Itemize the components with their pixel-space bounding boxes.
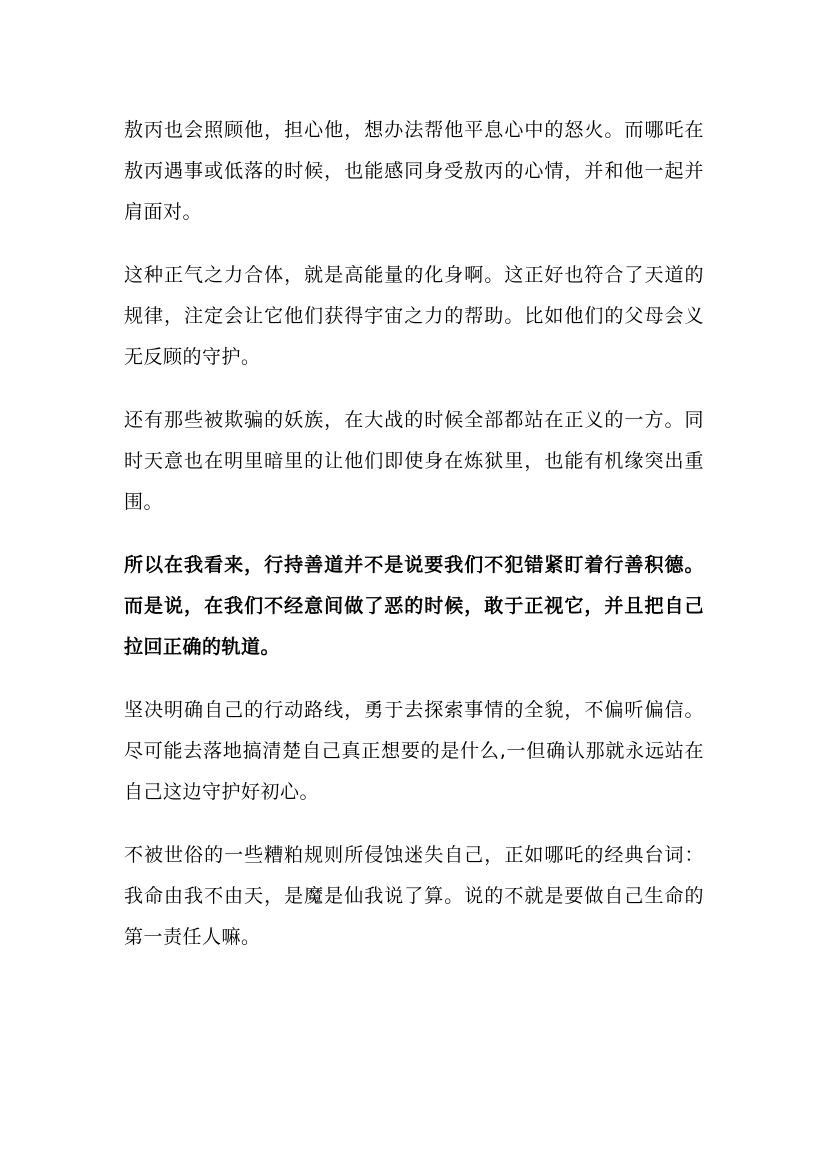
paragraph-gap <box>124 233 704 255</box>
paragraph-gap <box>124 668 704 690</box>
paragraph-5: 坚决明确自己的行动路线，勇于去探索事情的全貌，不偏听偏信。尽可能去落地搞清楚自己真正想要的是什么,一但确认那就永远站在自己这边守护好初心。 <box>124 699 704 803</box>
paragraph-2: 这种正气之力合体，就是高能量的化身啊。这正好也符合了天道的规律，注定会让它他们获得宇宙之力的帮助。比如他们的父母会义无反顾的守护。 <box>124 264 704 368</box>
paragraph-6: 不被世俗的一些糟粕规则所侵蚀迷失自己，正如哪吒的经典台词：我命由我不由天，是魔是仙我说了算。说的不就是要做自己生命的第一责任人嘛。 <box>124 844 704 948</box>
paragraph-gap <box>124 813 704 835</box>
paragraph-1: 敖丙也会照顾他，担心他，想办法帮他平息心中的怒火。而哪吒在敖丙遇事或低落的时候，也能感同身受敖丙的心情，并和他一起并肩面对。 <box>124 119 704 223</box>
document-body <box>124 110 704 958</box>
paragraph-gap <box>124 523 704 545</box>
paragraph-3: 还有那些被欺骗的妖族，在大战的时候全部都站在正义的一方。同时天意也在明里暗里的让他们即使身在炼狱里，也能有机缘突出重围。 <box>124 409 704 513</box>
paragraph-4-bold: 所以在我看来，行持善道并不是说要我们不犯错紧盯着行善积德。而是说，在我们不经意间做了恶的时候，敢于正视它，并且把自己拉回正确的轨道。 <box>124 554 704 658</box>
paragraph-gap <box>124 378 704 400</box>
